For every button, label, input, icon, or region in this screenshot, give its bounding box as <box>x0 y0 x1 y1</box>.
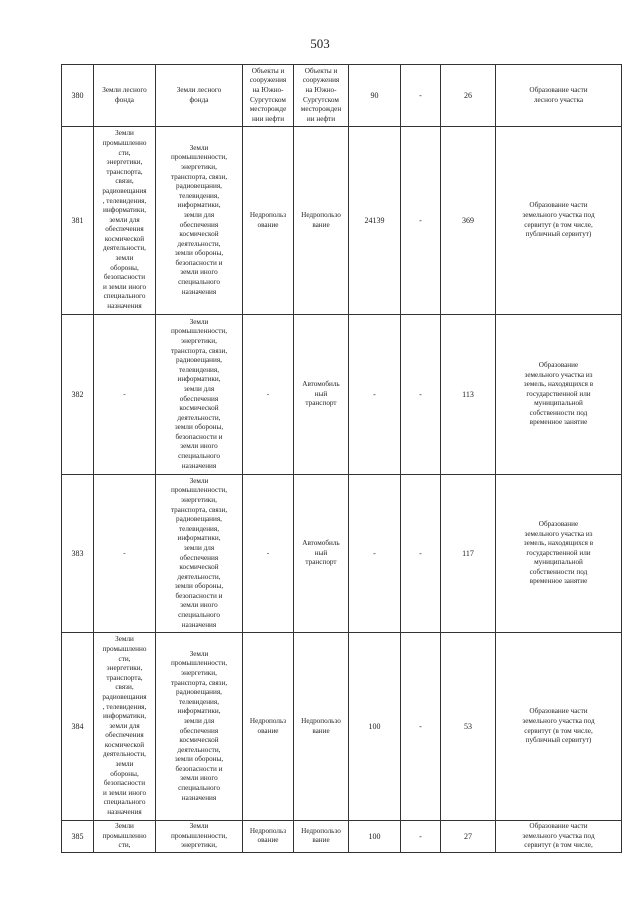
area-total-cell: - <box>349 475 401 633</box>
purpose-from-cell: Недропольз ование <box>243 633 294 821</box>
category-to-cell: Земли промышленности, энергетики, <box>156 821 243 853</box>
purpose-from-cell: Недропольз ование <box>243 821 294 853</box>
area-total-cell: 24139 <box>349 127 401 315</box>
area-total-cell: 100 <box>349 821 401 853</box>
category-from-cell: Земли лесного фонда <box>94 65 156 127</box>
area-dash-cell: - <box>401 821 441 853</box>
note-cell: Образование части земельного участка под сервитут (в том числе, <box>496 821 622 853</box>
table-row <box>62 65 622 127</box>
area-dash-cell: - <box>401 65 441 127</box>
category-from-cell: Земли промышленно сти, энергетики, транспорта, связи, радиовещания , телевидения, информатики, земли для обеспечения космической деятельности, земли обороны, безопасности и земли иного специального назначения <box>94 127 156 315</box>
category-from-cell: Земли промышленно сти, <box>94 821 156 853</box>
purpose-to-cell: Недропользо вание <box>294 821 349 853</box>
area-part-cell: 26 <box>441 65 496 127</box>
note-cell: Образование части лесного участка <box>496 65 622 127</box>
category-from-cell: - <box>94 315 156 475</box>
area-total-cell: 100 <box>349 633 401 821</box>
category-to-cell: Земли лесного фонда <box>156 65 243 127</box>
row-number: 381 <box>62 127 94 315</box>
area-total-cell: - <box>349 315 401 475</box>
area-part-cell: 27 <box>441 821 496 853</box>
category-to-cell: Земли промышленности, энергетики, транспорта, связи, радиовещания, телевидения, информатики, земли для обеспечения космической деятельности, земли обороны, безопасности и земли иного специального назначения <box>156 127 243 315</box>
area-part-cell: 113 <box>441 315 496 475</box>
note-cell: Образование земельного участка из земель, находящихся в государственной или муниципальной собственности под временное занятие <box>496 475 622 633</box>
category-to-cell: Земли промышленности, энергетики, транспорта, связи, радиовещания, телевидения, информатики, земли для обеспечения космической деятельности, земли обороны, безопасности и земли иного специального назначения <box>156 633 243 821</box>
purpose-to-cell: Автомобиль ный транспорт <box>294 315 349 475</box>
page-number: 503 <box>310 36 330 51</box>
category-to-cell: Земли промышленности, энергетики, транспорта, связи, радиовещания, телевидения, информатики, земли для обеспечения космической деятельности, земли обороны, безопасности и земли иного специального назначения <box>156 315 243 475</box>
area-dash-cell: - <box>401 127 441 315</box>
table-row <box>62 127 622 315</box>
row-number: 380 <box>62 65 94 127</box>
category-from-cell: Земли промышленно сти, энергетики, транспорта, связи, радиовещания , телевидения, информатики, земли для обеспечения космической деятельности, земли обороны, безопасности и земли иного специального назначения <box>94 633 156 821</box>
purpose-from-cell: Недропольз ование <box>243 127 294 315</box>
area-total-cell: 90 <box>349 65 401 127</box>
purpose-to-cell: Автомобиль ный транспорт <box>294 475 349 633</box>
category-to-cell: Земли промышленности, энергетики, транспорта, связи, радиовещания, телевидения, информатики, земли для обеспечения космической деятельности, земли обороны, безопасности и земли иного специального назначения <box>156 475 243 633</box>
land-plots-table <box>61 64 622 853</box>
note-cell: Образование части земельного участка под сервитут (в том числе, публичный сервитут) <box>496 127 622 315</box>
table-row <box>62 821 622 853</box>
row-number: 384 <box>62 633 94 821</box>
row-number: 383 <box>62 475 94 633</box>
area-dash-cell: - <box>401 475 441 633</box>
area-dash-cell: - <box>401 315 441 475</box>
purpose-to-cell: Недропользо вание <box>294 127 349 315</box>
purpose-from-cell: - <box>243 475 294 633</box>
purpose-to-cell: Недропользо вание <box>294 633 349 821</box>
area-part-cell: 369 <box>441 127 496 315</box>
category-from-cell: - <box>94 475 156 633</box>
table-row <box>62 633 622 821</box>
table-row <box>62 315 622 475</box>
row-number: 385 <box>62 821 94 853</box>
purpose-from-cell: Объекты и сооружения на Южно- Сургутском месторожде нии нефти <box>243 65 294 127</box>
area-part-cell: 117 <box>441 475 496 633</box>
row-number: 382 <box>62 315 94 475</box>
note-cell: Образование земельного участка из земель, находящихся в государственной или муниципальной собственности под временное занятие <box>496 315 622 475</box>
table-row <box>62 475 622 633</box>
purpose-to-cell: Объекты и сооружения на Южно- Сургутском месторожден ии нефти <box>294 65 349 127</box>
area-dash-cell: - <box>401 633 441 821</box>
purpose-from-cell: - <box>243 315 294 475</box>
note-cell: Образование части земельного участка под сервитут (в том числе, публичный сервитут) <box>496 633 622 821</box>
area-part-cell: 53 <box>441 633 496 821</box>
